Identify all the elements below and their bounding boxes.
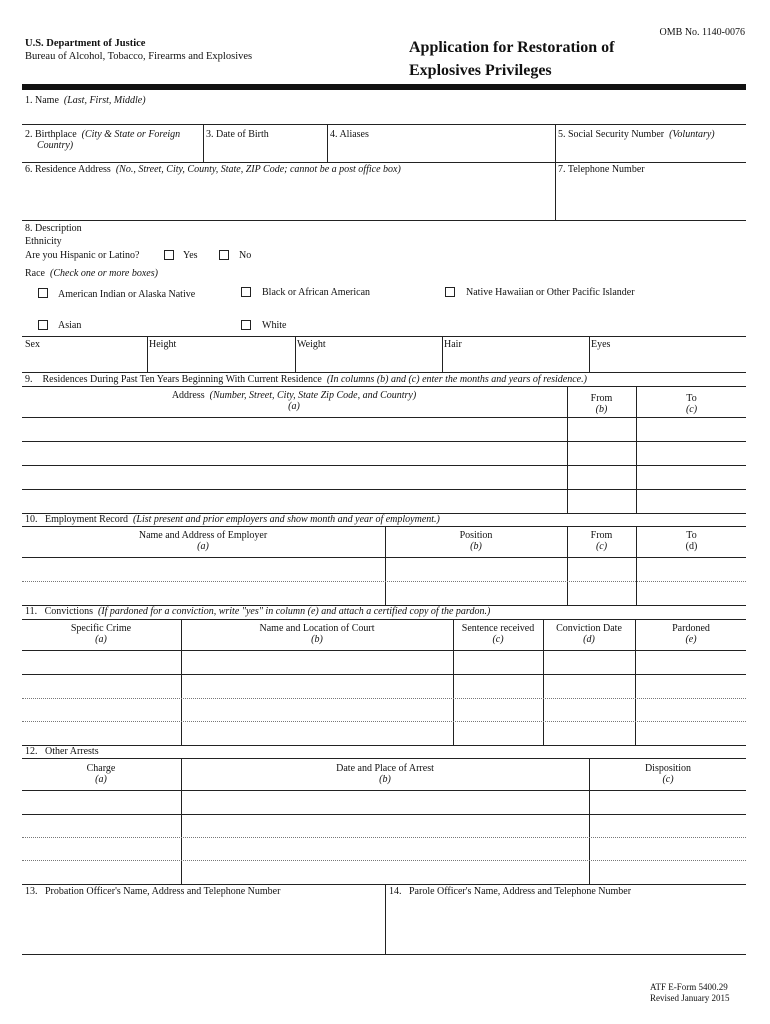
name-label: 1. Name (Last, First, Middle)	[25, 95, 146, 106]
convictions-col-crime: Specific Crime (a)	[70, 623, 132, 645]
arrests-title: 12. Other Arrests	[25, 746, 99, 757]
hair-label: Hair	[444, 339, 462, 350]
arrests-col-disposition: Disposition (c)	[644, 763, 692, 785]
convictions-row[interactable]	[22, 722, 746, 744]
height-label: Height	[149, 339, 177, 350]
arrests-col-charge: Charge (a)	[86, 763, 116, 785]
convictions-col-court: Name and Location of Court (b)	[259, 623, 375, 645]
residences-row[interactable]	[22, 418, 746, 441]
residences-col-address: Address (Number, Street, City, State Zip Code, and Country) (a)	[171, 390, 417, 412]
residences-row[interactable]	[22, 490, 746, 512]
hispanic-question: Are you Hispanic or Latino?	[25, 250, 140, 261]
form-title-line2: Explosives Privileges	[409, 62, 552, 79]
race-black-checkbox[interactable]	[241, 287, 251, 297]
probation-officer-label: 13. Probation Officer's Name, Address and Telephone Number	[25, 886, 281, 897]
hispanic-yes-checkbox[interactable]	[164, 250, 174, 260]
aliases-label: 4. Aliases	[330, 129, 369, 140]
race-american-indian-label: American Indian or Alaska Native	[58, 289, 196, 300]
agency-name: U.S. Department of Justice	[25, 38, 146, 49]
employment-row[interactable]	[22, 582, 746, 605]
residences-col-to: To (c)	[685, 393, 698, 415]
convictions-row[interactable]	[22, 699, 746, 721]
arrests-row[interactable]	[22, 838, 746, 860]
telephone-label: 7. Telephone Number	[558, 164, 645, 175]
arrests-row[interactable]	[22, 861, 746, 883]
arrests-row[interactable]	[22, 791, 746, 814]
arrests-col-date-place: Date and Place of Arrest (b)	[336, 763, 434, 785]
convictions-col-sentence: Sentence received (c)	[461, 623, 535, 645]
hispanic-no-label: No	[239, 250, 252, 261]
description-label: 8. Description	[25, 223, 82, 234]
header-rule	[22, 84, 746, 90]
sex-label: Sex	[25, 339, 40, 350]
birthplace-label: 2. Birthplace (City & State or Foreign Country)	[25, 129, 181, 151]
employment-col-to: To (d)	[685, 530, 698, 552]
employment-row[interactable]	[22, 558, 746, 581]
residences-col-from: From (b)	[590, 393, 613, 415]
weight-label: Weight	[297, 339, 326, 350]
omb-number: OMB No. 1140-0076	[659, 27, 745, 38]
race-white-label: White	[262, 320, 287, 331]
eyes-label: Eyes	[591, 339, 611, 350]
race-pacific-islander-label: Native Hawaiian or Other Pacific Islander	[466, 287, 635, 298]
convictions-col-date: Conviction Date (d)	[556, 623, 622, 645]
employment-col-from: From (c)	[590, 530, 613, 552]
race-asian-checkbox[interactable]	[38, 320, 48, 330]
race-pacific-islander-checkbox[interactable]	[445, 287, 455, 297]
parole-officer-label: 14. Parole Officer's Name, Address and Telephone Number	[389, 886, 632, 897]
employment-title: 10. Employment Record (List present and prior employers and show month and year of employment.)	[25, 514, 440, 525]
bureau-name: Bureau of Alcohol, Tobacco, Firearms and Explosives	[25, 51, 253, 62]
residences-title: 9. Residences During Past Ten Years Beginning With Current Residence (In columns (b) and (c) enter the months and years of residence.)	[25, 374, 587, 385]
convictions-title: 11. Convictions (If pardoned for a conviction, write "yes" in column (e) and attach a certified copy of the pardon.)	[25, 606, 491, 617]
ssn-label: 5. Social Security Number (Voluntary)	[558, 129, 715, 140]
arrests-row[interactable]	[22, 815, 746, 837]
employment-col-employer: Name and Address of Employer (a)	[138, 530, 268, 552]
hair-field[interactable]	[443, 337, 588, 371]
convictions-row[interactable]	[22, 675, 746, 698]
residence-address-label: 6. Residence Address (No., Street, City, County, State, ZIP Code; cannot be a post office box)	[25, 164, 401, 175]
eyes-field[interactable]	[590, 337, 746, 371]
race-black-label: Black or African American	[262, 287, 371, 298]
form-title-line1: Application for Restoration of	[409, 39, 615, 56]
employment-col-position: Position (b)	[459, 530, 493, 552]
ethnicity-label: Ethnicity	[25, 236, 62, 247]
convictions-col-pardoned: Pardoned (e)	[672, 623, 710, 645]
hispanic-no-checkbox[interactable]	[219, 250, 229, 260]
race-american-indian-checkbox[interactable]	[38, 288, 48, 298]
race-asian-label: Asian	[58, 320, 82, 331]
hispanic-yes-label: Yes	[183, 250, 198, 261]
date-of-birth-label: 3. Date of Birth	[206, 129, 269, 140]
sex-field[interactable]	[22, 337, 146, 371]
race-white-checkbox[interactable]	[241, 320, 251, 330]
residences-row[interactable]	[22, 466, 746, 489]
revision-date: Revised January 2015	[650, 993, 730, 1003]
convictions-row[interactable]	[22, 651, 746, 674]
race-label: Race (Check one or more boxes)	[25, 268, 158, 279]
residences-row[interactable]	[22, 442, 746, 465]
form-number: ATF E-Form 5400.29	[650, 982, 728, 992]
